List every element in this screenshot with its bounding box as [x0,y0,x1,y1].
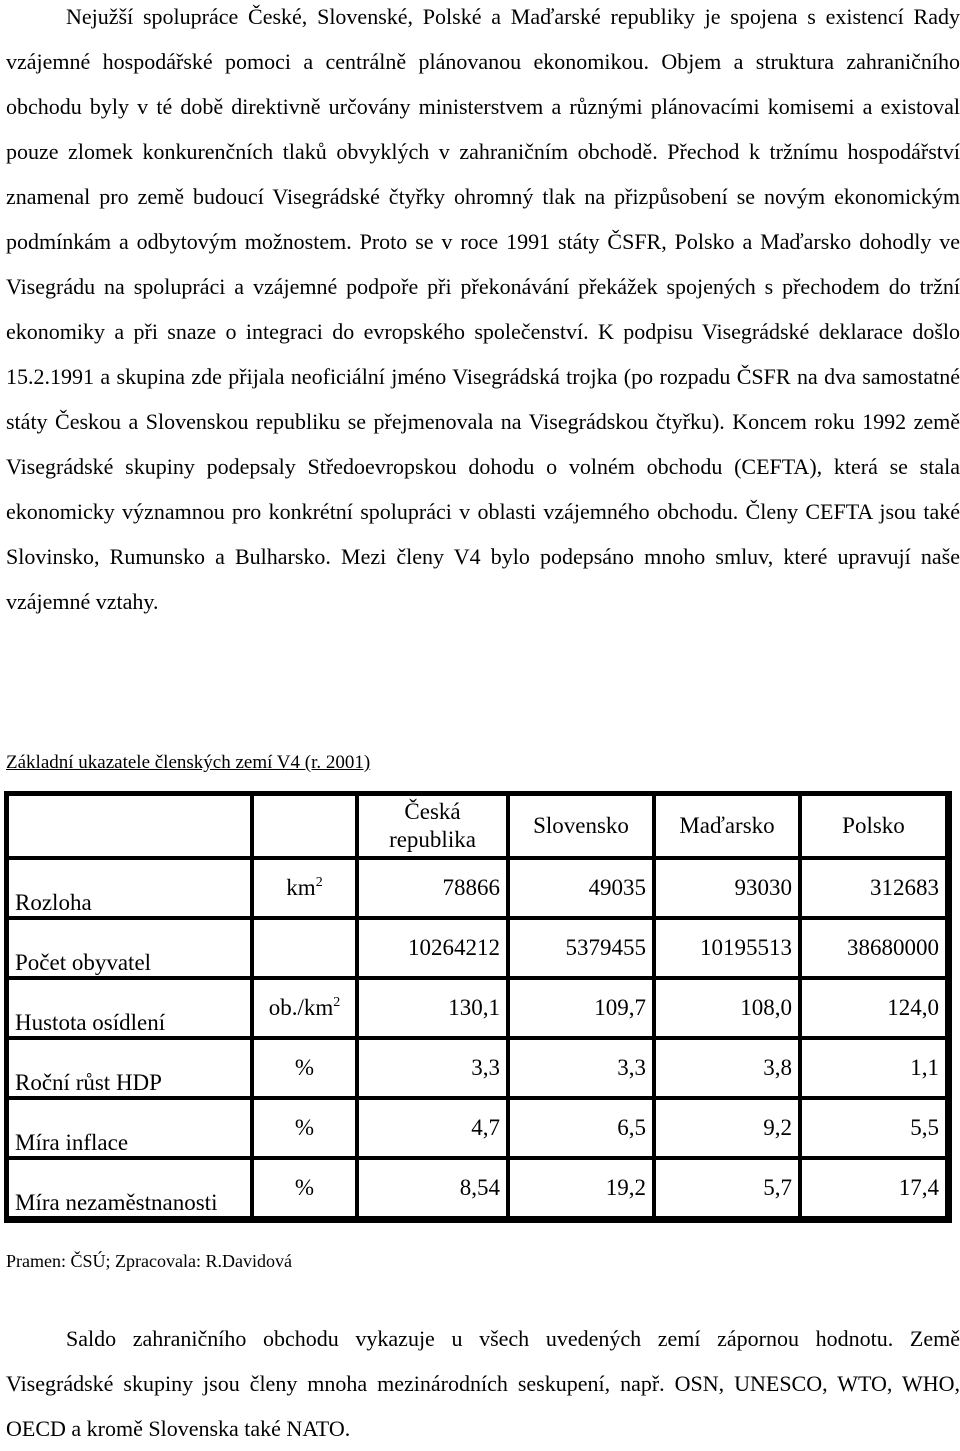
value-czech-republic: 130,1 [357,978,508,1038]
table-caption: Základní ukazatele členských zemí V4 (r. 2001) [6,752,371,773]
intro-paragraph-part-2: Přechod k tržnímu hospodářství znamenal pro země budoucí Visegrádské čtyřky ohromný tlak na přizpůsobení se novým ekonomickým podmínkám a odbytovým možnostem. [6,139,960,254]
value-poland: 124,0 [800,978,947,1038]
value-czech-republic: 8,54 [357,1158,508,1218]
table-source-note: Pramen: ČSÚ; Zpracovala: R.Davidová [6,1251,292,1271]
value-slovakia: 49035 [508,858,654,918]
value-hungary: 5,7 [654,1158,800,1218]
value-czech-republic: 4,7 [357,1098,508,1158]
header-unit-cell [252,794,357,858]
row-label: Hustota osídlení [7,978,252,1038]
value-czech-republic: 10264212 [357,918,508,978]
table-row [7,1098,947,1158]
table-row [7,918,947,978]
header-czech-republic: Česká republika [357,794,508,858]
value-hungary: 93030 [654,858,800,918]
intro-paragraph-part-3: Proto se v roce 1991 státy ČSFR, Polsko a Maďarsko dohodly ve Visegrádu na spolupráci a vzájemné podpoře při překonávání překážek spojených s přechodem do tržní ekonomiky a při snaze o integraci do evropského společenství. K podpisu Visegrádské deklarace došlo 15.2.1991 a skupina zde přijala neoficiální jméno Visegrádská trojka (po rozpadu ČSFR na dva samostatné státy Českou a Slovenskou republiku se přejmenovala na Visegrádskou čtyřku). Koncem roku 1992 země Visegrádské skupiny podepsaly Středoevropskou dohodu o volném obchodu (CEFTA), která se stala ekonomicky významnou pro konkrétní spolupráci v oblasti vzájemného obchodu. Členy CEFTA jsou také Slovinsko, Rumunsko a Bulharsko. Mezi členy V4 bylo podepsáno mnoho smluv, které upravují naše vzájemné vztahy. [6,229,960,614]
intro-paragraph-part-1: Nejužší spolupráce České, Slovenské, Polské a Maďarské republiky je spojena s existencí Rady vzájemné hospodářské pomoci a centrálně plánovanou ekonomikou. Objem a struktura zahraničního obchodu byly v té době direktivně určovány ministerstvem a různými plánovacími komisemi a existoval pouze zlomek konkurenčních tlaků obvyklých v zahraničním obchodě. [6,4,960,164]
value-slovakia: 3,3 [508,1038,654,1098]
value-hungary: 3,8 [654,1038,800,1098]
value-hungary: 10195513 [654,918,800,978]
value-poland: 312683 [800,858,947,918]
row-unit: % [252,1158,357,1218]
header-empty-cell [7,794,252,858]
table-row [7,858,947,918]
value-hungary: 9,2 [654,1098,800,1158]
table-row [7,1038,947,1098]
header-poland: Polsko [800,794,947,858]
value-czech-republic: 3,3 [357,1038,508,1098]
row-unit [252,918,357,978]
row-unit: % [252,1038,357,1098]
header-slovakia: Slovensko [508,794,654,858]
value-slovakia: 19,2 [508,1158,654,1218]
row-unit: $ob./km^2$ [252,978,357,1038]
value-poland: 1,1 [800,1038,947,1098]
value-hungary: 108,0 [654,978,800,1038]
header-hungary: Maďarsko [654,794,800,858]
closing-paragraph: Saldo zahraničního obchodu vykazuje u všech uvedených zemí zápornou hodnotu. Země Visegrádské skupiny jsou členy mnoha mezinárodních seskupení, např. OSN, UNESCO, WTO, WHO, OECD a kromě Slovenska také NATO. [6,1326,960,1441]
table-row [7,1158,947,1218]
value-slovakia: 5379455 [508,918,654,978]
row-label: Míra inflace [7,1098,252,1158]
value-poland: 5,5 [800,1098,947,1158]
table-header-row [7,794,947,858]
table-row [7,978,947,1038]
value-slovakia: 109,7 [508,978,654,1038]
value-slovakia: 6,5 [508,1098,654,1158]
value-poland: 17,4 [800,1158,947,1218]
v4-indicators-table [4,791,952,1223]
row-unit: $km^2$ [252,858,357,918]
value-poland: 38680000 [800,918,947,978]
row-label: Rozloha [7,858,252,918]
row-label: Počet obyvatel [7,918,252,978]
intro-paragraph [6,0,960,624]
row-unit: % [252,1098,357,1158]
row-label: Roční růst HDP [7,1038,252,1098]
value-czech-republic: 78866 [357,858,508,918]
row-label: Míra nezaměstnanosti [7,1158,252,1218]
